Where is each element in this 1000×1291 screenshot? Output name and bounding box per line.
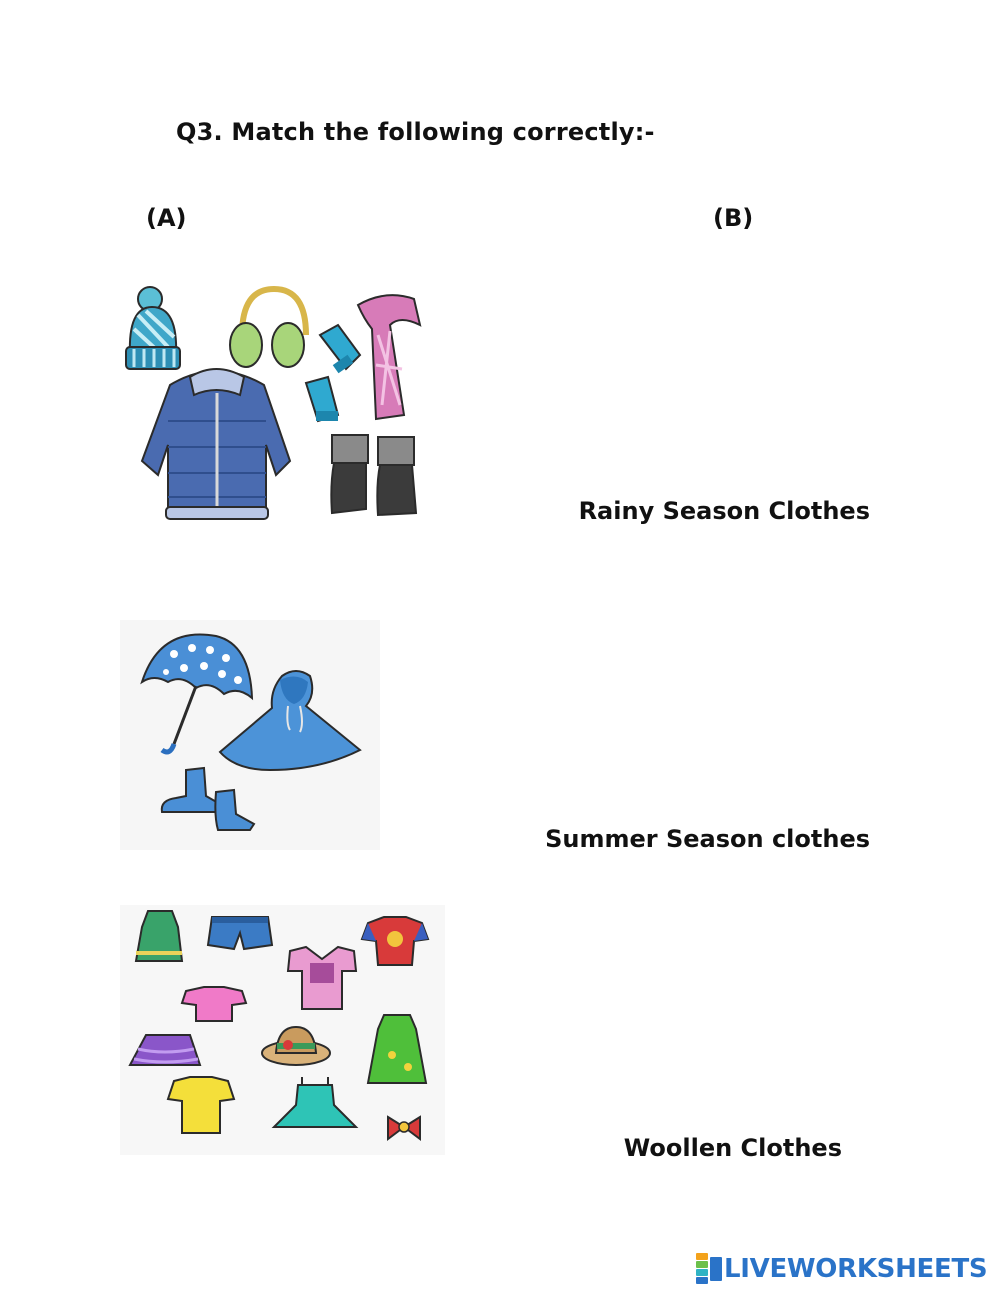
rainy-clothes-illustration[interactable] (120, 620, 380, 850)
scarf-icon (358, 295, 420, 419)
liveworksheets-logo-icon (696, 1253, 724, 1285)
column-a-header: (A) (146, 204, 187, 232)
jacket-icon (142, 369, 290, 519)
column-b-header: (B) (713, 204, 754, 232)
liveworksheets-logo[interactable] (696, 1253, 987, 1285)
liveworksheets-brand-text: LIVEWORKSHEETS (724, 1254, 988, 1284)
mittens-icon (306, 325, 360, 421)
match-item-summer[interactable]: Summer Season clothes (545, 825, 870, 853)
winter-clothes-illustration[interactable] (120, 285, 425, 525)
boots-icon (331, 435, 416, 515)
match-item-woollen[interactable]: Woollen Clothes (623, 1134, 842, 1162)
earmuffs-icon (230, 289, 306, 367)
match-item-rainy[interactable]: Rainy Season Clothes (578, 497, 870, 525)
question-title: Q3. Match the following correctly:- (176, 118, 655, 146)
summer-clothes-illustration[interactable] (120, 905, 445, 1155)
beanie-icon (126, 287, 180, 369)
